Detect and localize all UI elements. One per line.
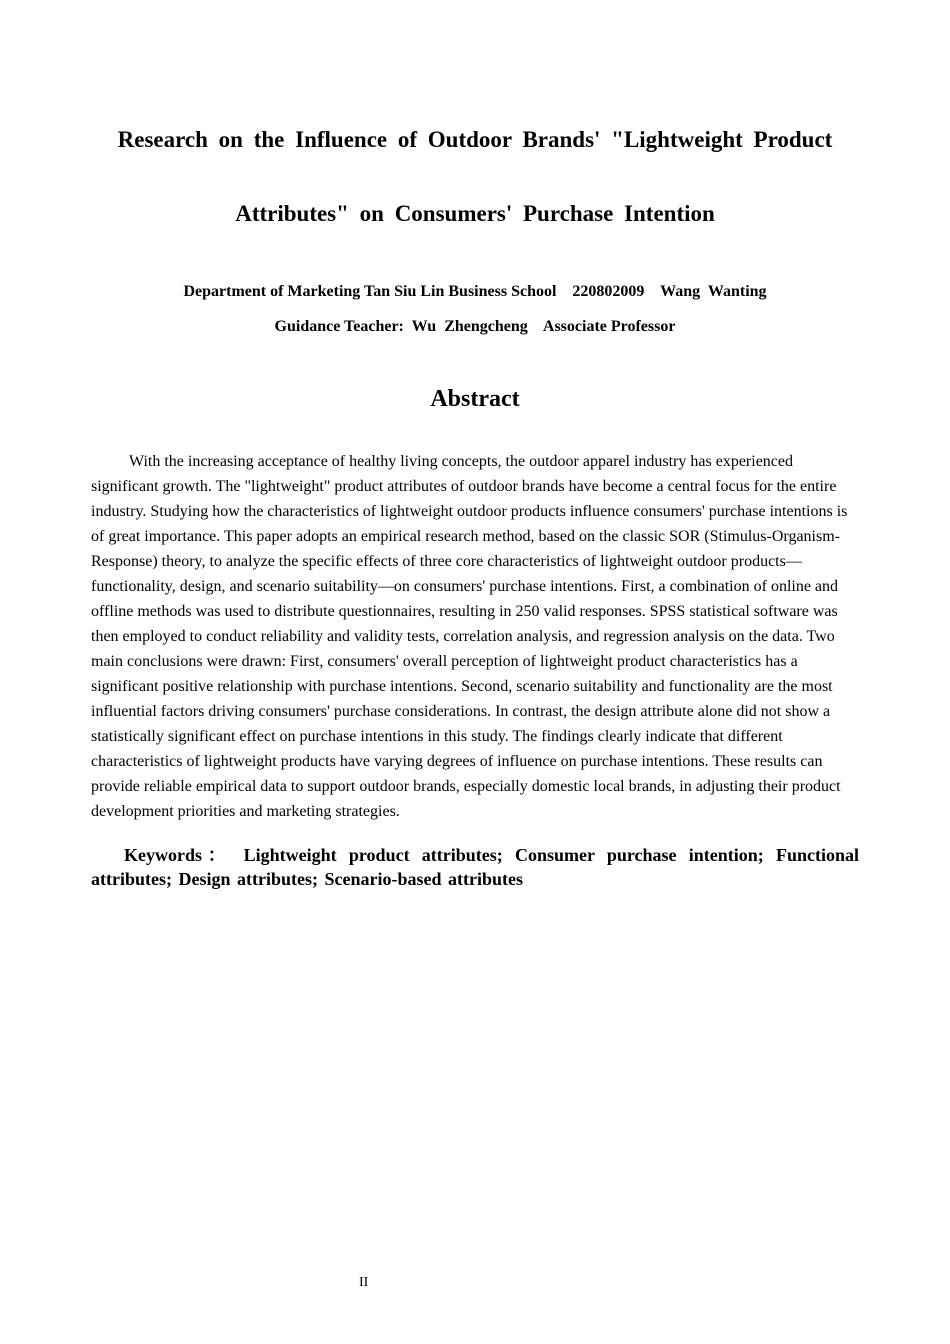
keywords-text: Lightweight product attributes; Consumer purchase intention; Functional attributes; Design attributes; Scenario-based attributes: [91, 845, 859, 889]
paper-title-line-1: Research on the Influence of Outdoor Brands' "Lightweight Product: [117, 127, 833, 152]
abstract-heading: Abstract: [430, 386, 520, 412]
paper-title-line-2: Attributes" on Consumers' Purchase Intention: [235, 201, 715, 226]
advisor-info: Guidance Teacher: Wu Zhengcheng Associate Professor: [274, 318, 676, 335]
author-affiliation: Department of Marketing Tan Siu Lin Business School 220802009 Wang Wanting: [183, 283, 767, 300]
page-number: II: [359, 1275, 369, 1290]
keywords-paragraph: [91, 843, 859, 891]
abstract-body: With the increasing acceptance of healthy living concepts, the outdoor apparel industry has experienced significant growth. The "lightweight" product attributes of outdoor brands have become a central focus for the entire industry. Studying how the characteristics of lightweight outdoor products influence consumers' purchase intentions is of great importance. This paper adopts an empirical research method, based on the classic SOR (Stimulus-Organism-Response) theory, to analyze the specific effects of three core characteristics of lightweight outdoor products—functionality, design, and scenario suitability—on consumers' purchase intentions. First, a combination of online and offline methods was used to distribute questionnaires, resulting in 250 valid responses. SPSS statistical software was then employed to conduct reliability and validity tests, correlation analysis, and regression analysis on the data. Two main conclusions were drawn: First, consumers' overall perception of lightweight product characteristics has a significant positive relationship with purchase intentions. Second, scenario suitability and functionality are the most influential factors driving consumers' purchase considerations. In contrast, the design attribute alone did not show a statistically significant effect on purchase intentions in this study. The findings clearly indicate that different characteristics of lightweight products have varying degrees of influence on purchase intentions. These results can provide reliable empirical data to support outdoor brands, especially domestic local brands, in adjusting their product development priorities and marketing strategies.: [91, 453, 848, 820]
keywords-label: Keywords：: [124, 845, 232, 865]
